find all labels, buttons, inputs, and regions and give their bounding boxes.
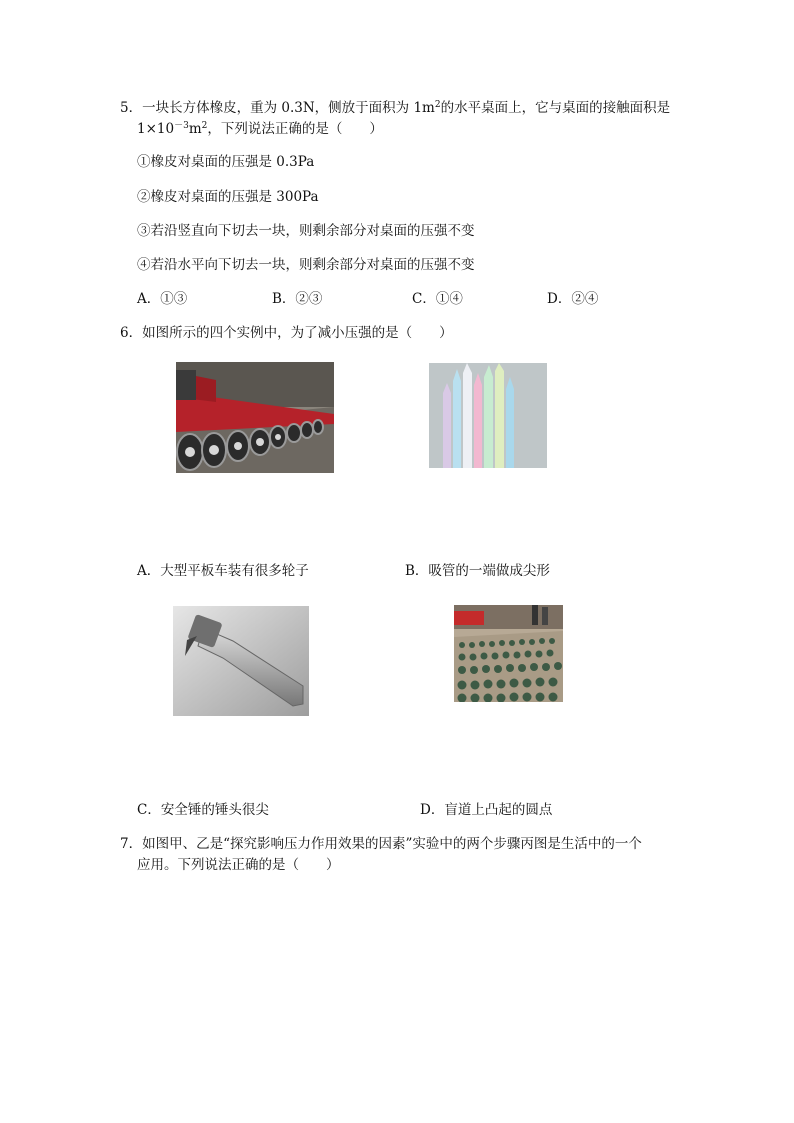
q7-stem-line-1: 7．如图甲、乙是“探究影响压力作用效果的因素”实验中的两个步骤丙图是生活中的一个 — [120, 836, 642, 852]
q5-stem-line-1: 5．一块长方体橡皮，重为 0.3N，侧放于面积为 $1m^2$的水平桌面上，它与桌面的接触面积是 — [120, 100, 671, 116]
q5-option-a: A．①③ — [137, 291, 188, 307]
q5-statement-3: ③若沿竖直向下切去一块，则剩余部分对桌面的压强不变 — [137, 223, 475, 239]
tactile-paving-photo — [454, 605, 563, 702]
q7-stem-line-2: 应用。下列说法正确的是（ ） — [137, 857, 340, 873]
q6-option-b: B．吸管的一端做成尖形 — [405, 563, 550, 579]
q5-statement-4: ④若沿水平向下切去一块，则剩余部分对桌面的压强不变 — [137, 257, 475, 273]
q5-option-c: C．①④ — [412, 291, 463, 307]
q5-statement-2: ②橡皮对桌面的压强是 300Pa — [137, 189, 319, 205]
q5-option-d: D．②④ — [547, 291, 599, 307]
drinking-straws-photo — [429, 363, 547, 468]
flatbed-truck-photo — [176, 362, 334, 473]
q5-option-b: B．②③ — [272, 291, 323, 307]
q6-stem: 6．如图所示的四个实例中，为了减小压强的是（ ） — [120, 325, 453, 341]
safety-hammer-photo — [173, 606, 309, 716]
q6-option-c: C．安全锤的锤头很尖 — [137, 802, 269, 818]
q6-option-a: A．大型平板车装有很多轮子 — [137, 563, 309, 579]
q5-stem-line-2: $1\times 10^{-3}m^2$，下列说法正确的是（ ） — [137, 121, 383, 137]
q6-option-d: D．盲道上凸起的圆点 — [420, 802, 553, 818]
q5-statement-1: ①橡皮对桌面的压强是 0.3Pa — [137, 154, 315, 170]
